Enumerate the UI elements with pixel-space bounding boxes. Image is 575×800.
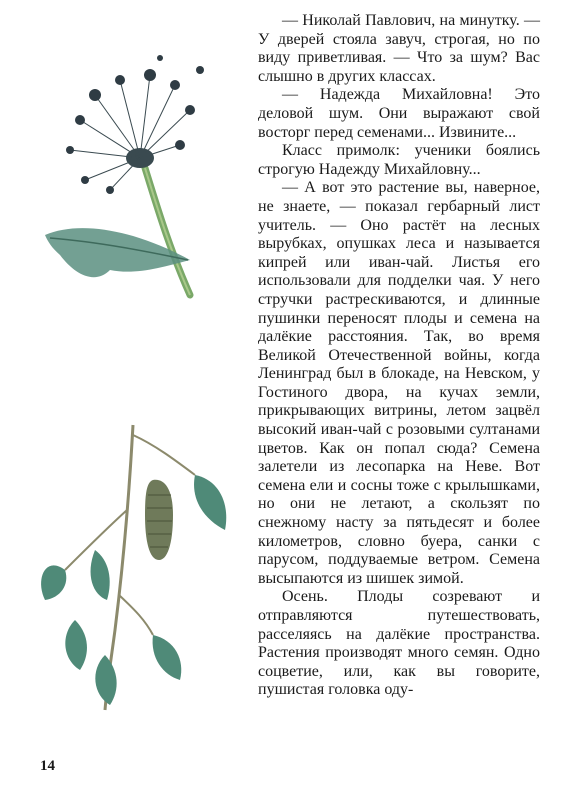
paragraph: Класс примолк: ученики боялись строгую Надежду Михайловну... (258, 142, 540, 178)
dandelion-illustration (40, 50, 230, 340)
birch-branch-illustration (35, 420, 235, 720)
body-text (258, 12, 540, 700)
catkin (145, 480, 173, 560)
branch-lower (119, 595, 153, 635)
page-number: 14 (40, 758, 55, 774)
branch-right (133, 435, 195, 475)
dandelion-seeds (70, 75, 190, 190)
paragraph: — Николай Павлович, на минутку. — У дверей стояла завуч, строгая, но по виду приветливая. — Что за шум? Вас слышно в других классах. (258, 12, 540, 85)
paragraph: — Надежда Михайловна! Это деловой шум. Они выражают свой восторг перед семенами... Извините... (258, 86, 540, 141)
paragraph: Осень. Плоды созревают и отправляются путешествовать, расселяясь на далёкие пространства. Растения производят много семян. Одно соцветие, или, как вы говорите, пушистая головка оду- (258, 588, 540, 699)
paragraph: — А вот это растение вы, наверное, не знаете, — показал гербарный лист учитель. — Оно растёт на лесных вырубках, опушках леса и называется кипрей или иван-чай. Листья его использовали для подделки чая. У него стручки растрескиваются, и длинные пушинки переносят плоды и семена на далёкие расстояния. Так, во время Великой Отечественной войны, когда Ленинград был в блокаде, на Невском, у Гостиного двора, на кучах земли, прикрывающих витрины, летом зацвёл высокий иван-чай с розовыми султанами цветов. Как он попал сюда? Семена залетели из лесопарка на Неве. Вот семена ели и сосны тоже с крылышками, но они не летают, а скользят по снежному насту за пятьдесят и более километров, словно буера, санки с парусом, поддуваемые ветром. Семена высыпаются из шишек зимой. (258, 179, 540, 587)
birch-leaves (41, 475, 226, 705)
